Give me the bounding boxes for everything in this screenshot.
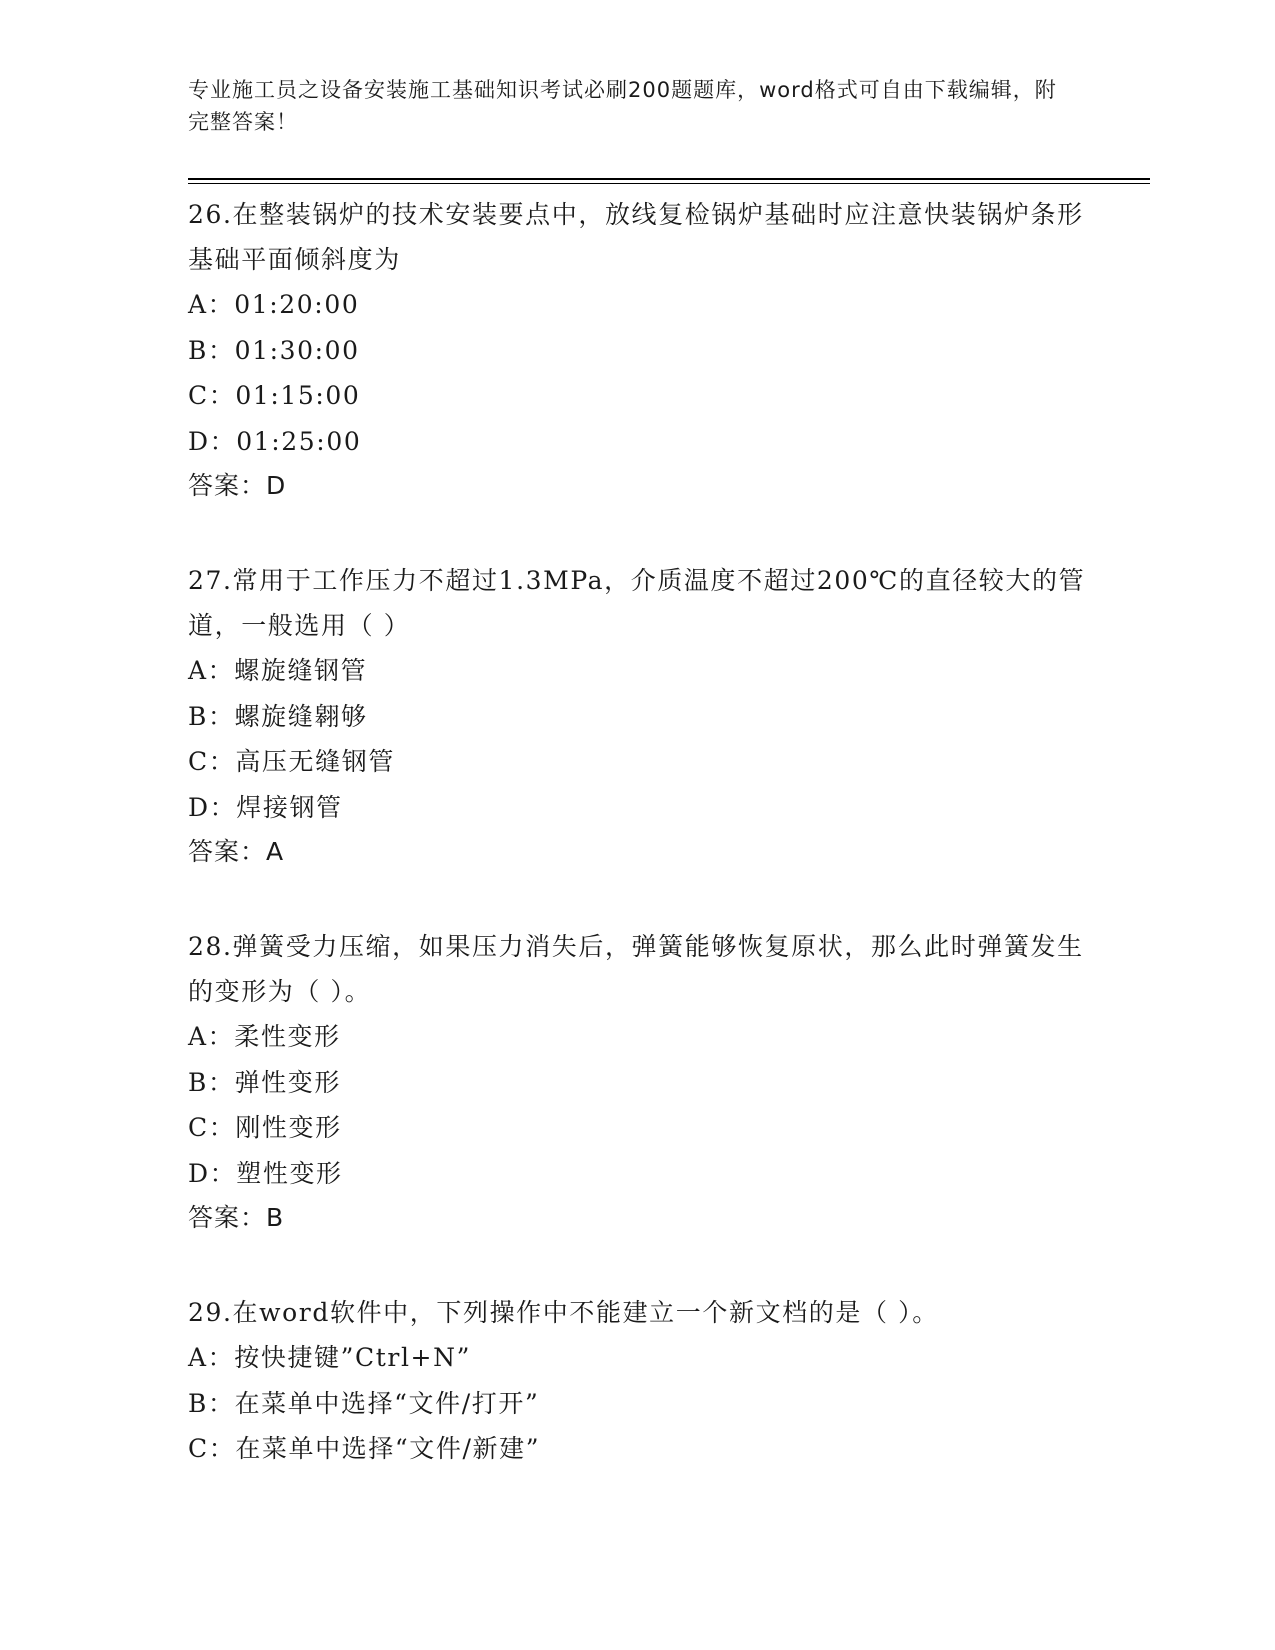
answer: 答案：B — [188, 1203, 285, 1232]
option-a: A：螺旋缝钢管 — [188, 656, 368, 685]
option-c: C：在菜单中选择“文件/新建” — [188, 1434, 541, 1463]
option-a: A：01:20:00 — [188, 290, 360, 319]
option-b: B：在菜单中选择“文件/打开” — [188, 1388, 540, 1418]
option-b: B：01:30:00 — [188, 335, 360, 365]
document-header: 专业施工员之设备安装施工基础知识考试必刷200题题库，word格式可自由下载编辑，附完整答案！ — [188, 78, 1057, 134]
question-29 — [188, 1290, 1088, 1472]
answer: 答案：A — [188, 837, 285, 866]
question-stem: 27.常用于工作压力不超过1.3MPa，介质温度不超过200℃的直径较大的管道，一般选用（ ） — [188, 566, 1086, 640]
option-c: C：高压无缝钢管 — [188, 747, 395, 776]
option-a: A：柔性变形 — [188, 1022, 341, 1051]
question-26 — [188, 192, 1088, 508]
question-27 — [188, 558, 1088, 874]
option-c: C：01:15:00 — [188, 381, 361, 410]
option-d: D：焊接钢管 — [188, 792, 343, 822]
option-d: D：01:25:00 — [188, 426, 362, 456]
option-c: C：刚性变形 — [188, 1113, 342, 1142]
header-divider-thick — [188, 178, 1150, 180]
question-stem: 28.弹簧受力压缩，如果压力消失后，弹簧能够恢复原状，那么此时弹簧发生的变形为（ ）。 — [188, 932, 1084, 1006]
question-28 — [188, 924, 1088, 1240]
question-stem: 26.在整装锅炉的技术安装要点中，放线复检锅炉基础时应注意快装锅炉条形基础平面倾斜度为 — [188, 200, 1084, 274]
question-list — [188, 192, 1088, 1472]
answer: 答案：D — [188, 471, 287, 500]
option-a: A：按快捷键”Ctrl+N” — [188, 1343, 471, 1372]
question-stem: 29.在word软件中，下列操作中不能建立一个新文档的是（ ）。 — [188, 1298, 939, 1327]
header-divider-thin — [188, 183, 1150, 184]
option-b: B：弹性变形 — [188, 1067, 341, 1097]
option-d: D：塑性变形 — [188, 1158, 343, 1188]
option-b: B：螺旋缝翱够 — [188, 701, 368, 731]
